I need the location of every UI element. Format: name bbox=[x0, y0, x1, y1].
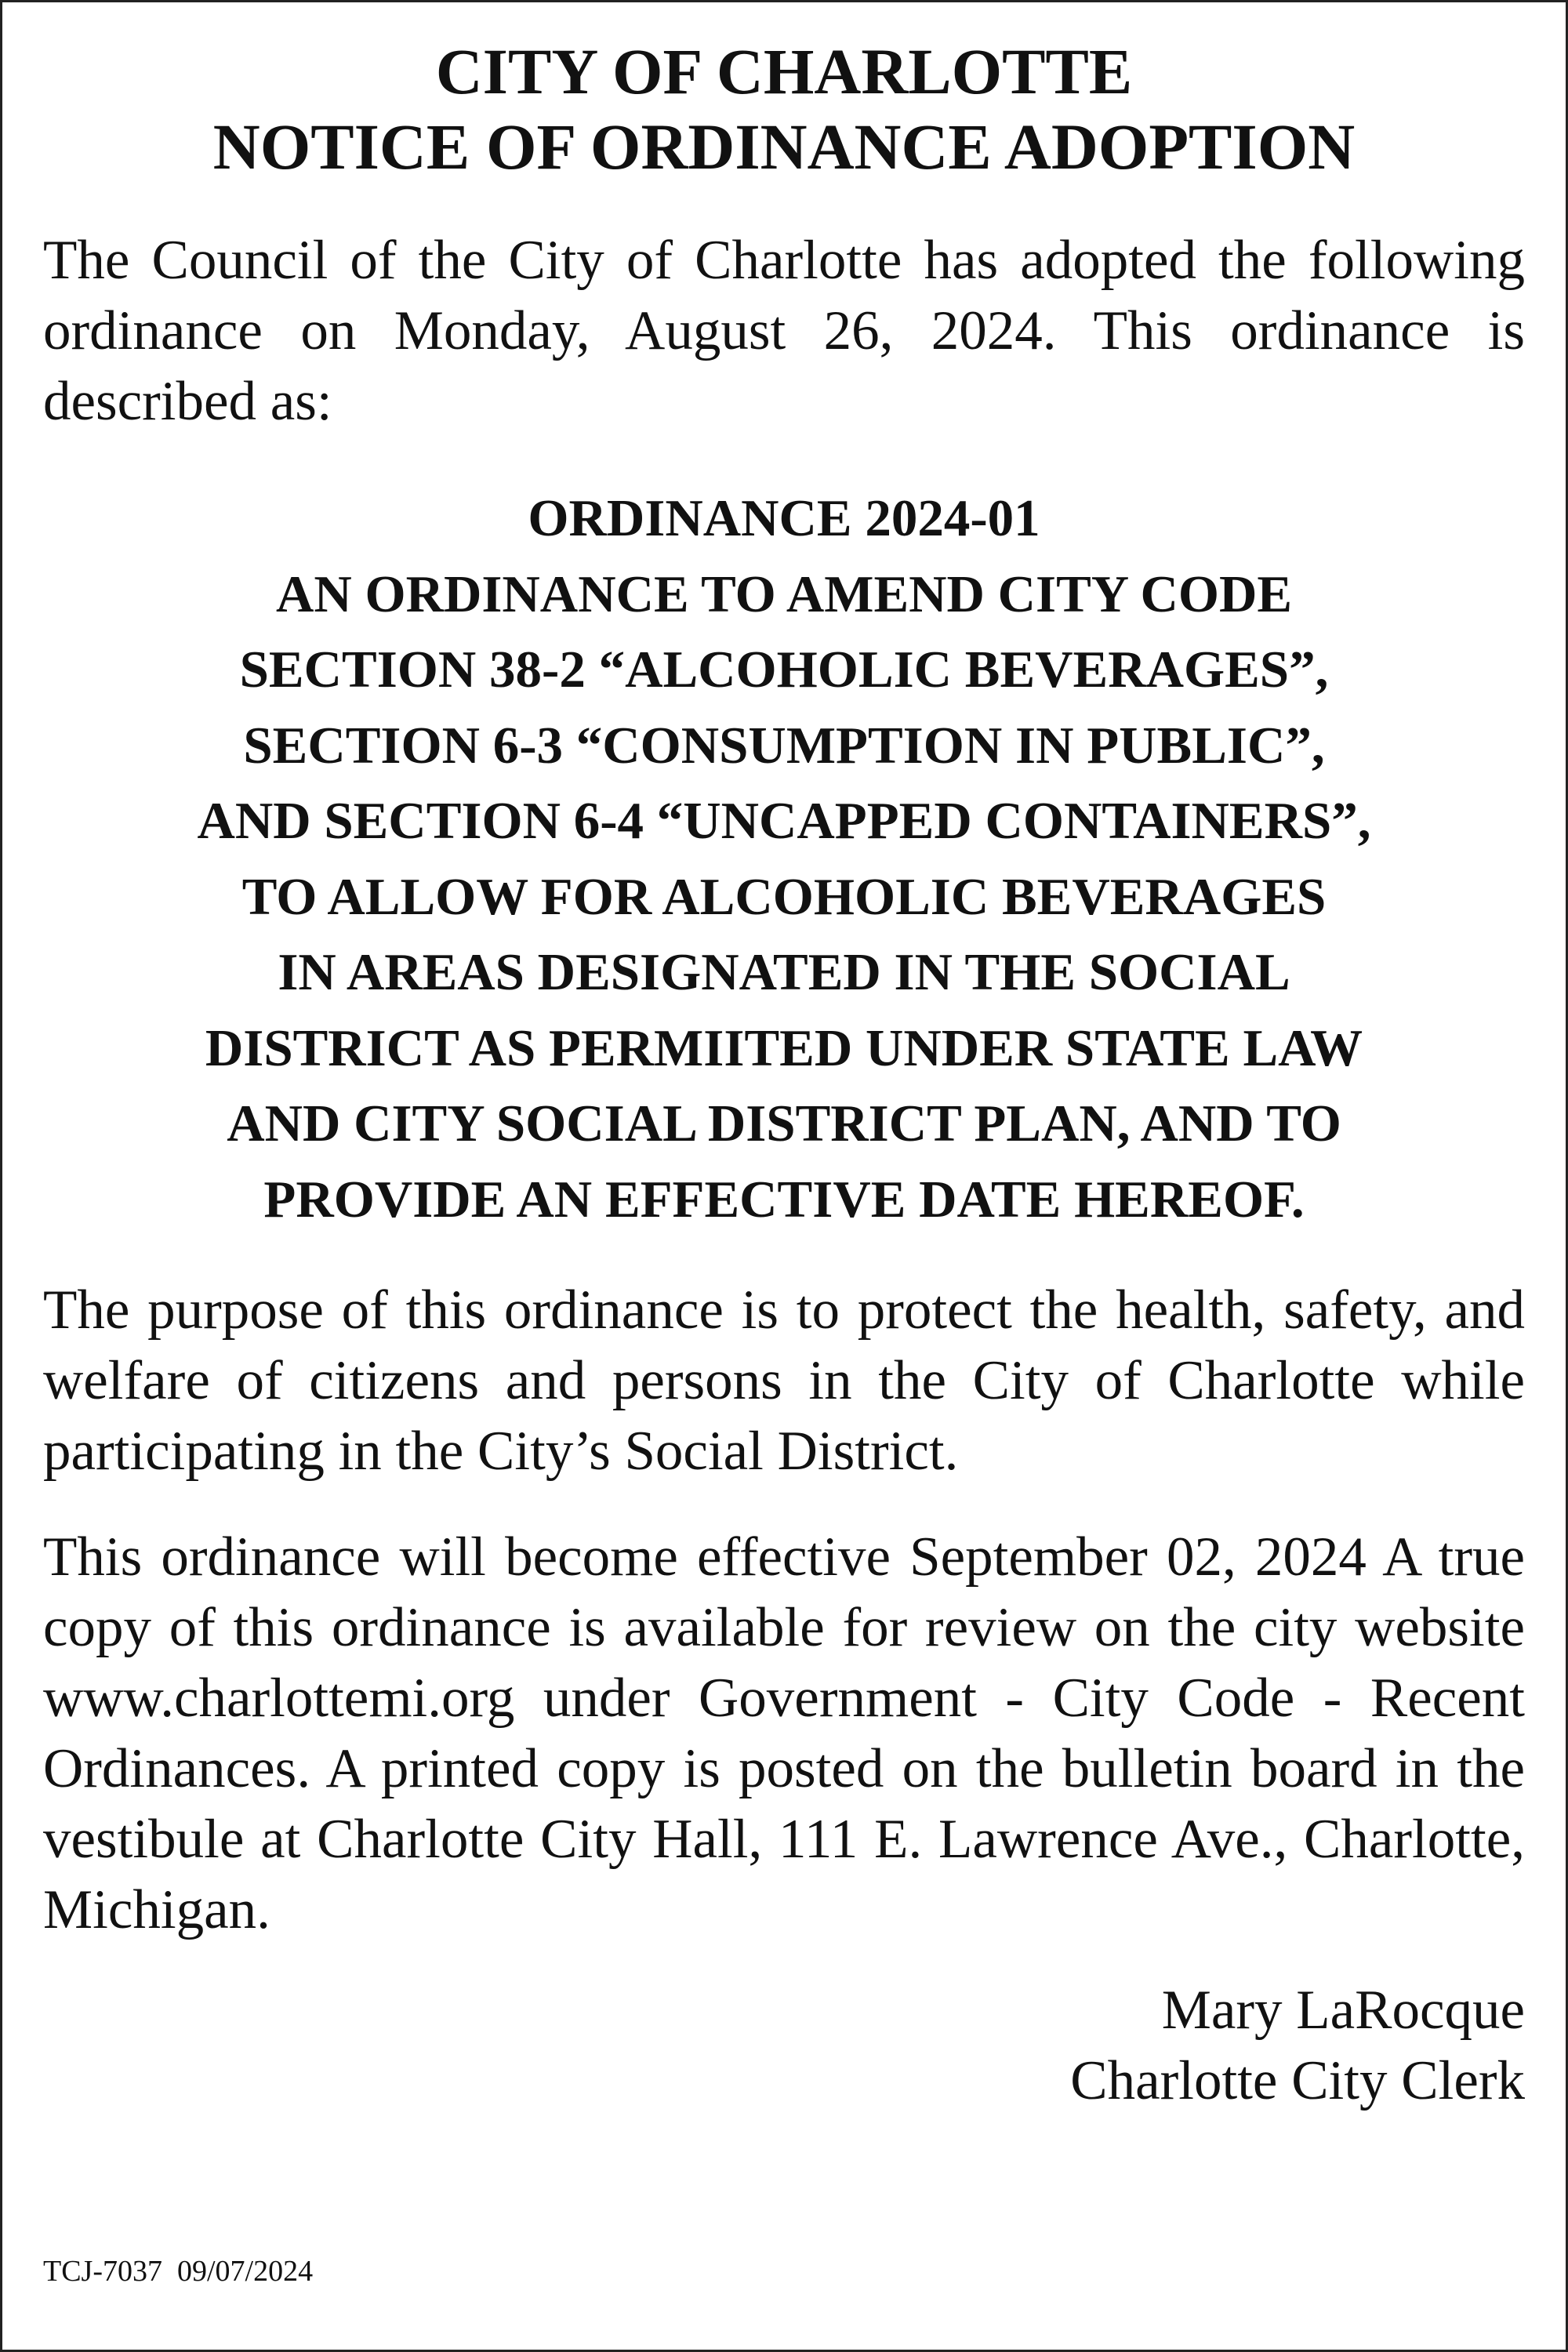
ordinance-line: SECTION 38-2 “ALCOHOLIC BEVERAGES”, bbox=[239, 641, 1329, 699]
title-line-notice: NOTICE OF ORDINANCE ADOPTION bbox=[212, 111, 1356, 183]
purpose-paragraph: The purpose of this ordinance is to protect the health, safety, and welfare of citizens and persons in the City of Charlotte while participating in the City’s Social District. bbox=[43, 1279, 1525, 1482]
ordinance-line: IN AREAS DESIGNATED IN THE SOCIAL bbox=[278, 943, 1290, 1001]
intro-paragraph: The Council of the City of Charlotte has adopted the following ordinance on Monday, August 26, 2024. This ordinance is described as: bbox=[43, 230, 1525, 432]
notice-id: TCJ-7037 09/07/2024 bbox=[43, 2255, 314, 2288]
signer-name: Mary LaRocque bbox=[1161, 1980, 1525, 2041]
signature-block bbox=[43, 1975, 1525, 2116]
notice-title bbox=[43, 34, 1525, 184]
ordinance-line: AND CITY SOCIAL DISTRICT PLAN, AND TO bbox=[227, 1094, 1341, 1152]
ordinance-line: ORDINANCE 2024-01 bbox=[528, 489, 1040, 547]
title-line-city: CITY OF CHARLOTTE bbox=[435, 35, 1133, 107]
ordinance-line: DISTRICT AS PERMIITED UNDER STATE LAW bbox=[205, 1018, 1363, 1077]
ordinance-description bbox=[43, 481, 1525, 1237]
ordinance-line: PROVIDE AN EFFECTIVE DATE HEREOF. bbox=[263, 1170, 1305, 1229]
effective-paragraph: This ordinance will become effective September 02, 2024 A true copy of this ordinance is available for review on the city website www.charlottemi.org under Government - City Code - Recent Ordinances. A printed copy is posted on the bulletin board in the vestibule at Charlotte City Hall, 111 E. Lawrence Ave., Charlotte, Michigan. bbox=[43, 1526, 1525, 1940]
ordinance-line: AN ORDINANCE TO AMEND CITY CODE bbox=[275, 564, 1293, 623]
signer-title: Charlotte City Clerk bbox=[1070, 2050, 1525, 2111]
ordinance-line: AND SECTION 6-4 “UNCAPPED CONTAINERS”, bbox=[197, 792, 1371, 850]
ordinance-line: SECTION 6-3 “CONSUMPTION IN PUBLIC”, bbox=[243, 716, 1325, 775]
ordinance-line: TO ALLOW FOR ALCOHOLIC BEVERAGES bbox=[241, 867, 1327, 926]
